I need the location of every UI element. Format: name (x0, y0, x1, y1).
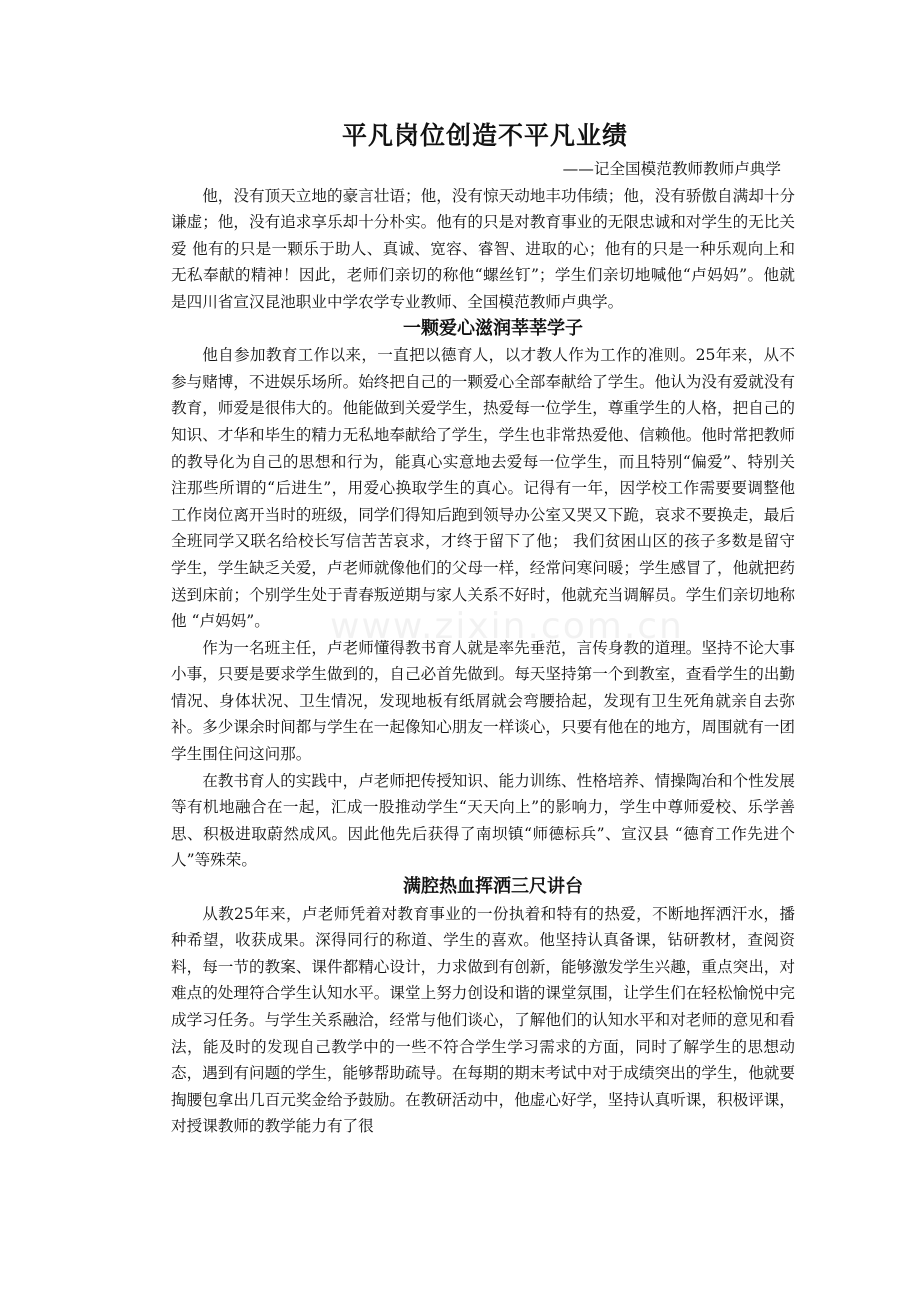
document-title: 平凡岗位创造不平凡业绩 (341, 121, 628, 150)
section1-paragraph-2: 作为一名班主任，卢老师懂得教书育人就是率先垂范，言传身教的道理。坚持不论大事小事，只要是要求学生做到的，自己必首先做到。每天坚持第一个到教室，查看学生的出勤情况、身体状况、卫生情况，发现地板有纸屑就会弯腰拾起，发现有卫生死角就亲自去弥补。多少课余时间都与学生在一起像知心朋友一样谈心，只要有他在的地方，周围就有一团学生围住问这问那。 (171, 638, 795, 764)
section-heading-1: 一颗爱心滋润莘莘学子 (403, 317, 583, 339)
document-page (171, 116, 795, 1140)
intro-paragraph: 他，没有顶天立地的豪言壮语；他，没有惊天动地丰功伟绩；他，没有骄傲自满却十分谦虚；他，没有追求享乐却十分朴实。他有的只是对教育事业的无限忠诚和对学生的无比关爱 他有的只是一颗乐于助人、真诚、宽容、睿智、进取的心；他有的只是一种乐观向上和无私奉献的精神！因此，老师们亲切的称他“螺丝钉”；学生们亲切地喊他“卢妈妈”。他就是四川省宣汉昆池职业中学农学专业教师、全国模范教师卢典学。 (171, 186, 795, 311)
section1-paragraph-3: 在教书育人的实践中，卢老师把传授知识、能力训练、性格培养、情操陶冶和个性发展等有机地融合在一起，汇成一股推动学生“天天向上”的影响力，学生中尊师爱校、乐学善思、积极进取蔚然成风。因此他先后获得了南坝镇“师德标兵”、宣汉县 “德育工作先进个人”等殊荣。 (171, 771, 795, 870)
section2-paragraph-1: 从教25年来，卢老师凭着对教育事业的一份执着和特有的热爱，不断地挥洒汗水，播种希望，收获成果。深得同行的称道、学生的喜欢。他坚持认真备课，钻研教材，查阅资料，每一节的教案、课件都精心设计，力求做到有创新，能够激发学生兴趣，重点突出，对难点的处理符合学生认知水平。课堂上努力创设和谐的课堂氛围，让学生们在轻松愉悦中完成学习任务。与学生关系融洽，经常与他们谈心，了解他们的认知水平和对老师的意见和看法，能及时的发现自己教学中的一些不符合学生学习需求的方面，同时了解学生的思想动态，遇到有问题的学生，能够帮助疏导。在每期的期末考试中对于成绩突出的学生，他就要掏腰包拿出几百元奖金给予鼓励。在教研活动中，他虚心好学，坚持认真听课，积极评课，对授课教师的教学能力有了很 (171, 904, 795, 1136)
watermark: www.zixin.com.cn (330, 606, 684, 647)
section-heading-2: 满腔热血挥洒三尺讲台 (403, 876, 583, 898)
section1-paragraph-1: 他自参加教育工作以来，一直把以德育人，以才教人作为工作的准则。25年来，从不参与赌博，不进娱乐场所。始终把自己的一颗爱心全部奉献给了学生。他认为没有爱就没有教育，师爱是很伟大的。他能做到关爱学生，热爱每一位学生，尊重学生的人格，把自己的知识、才华和毕生的精力无私地奉献给了学生，学生也非常热爱他、信赖他。他时常把教师的教导化为自己的思想和行为，能真心实意地去爱每一位学生，而且特别“偏爱”、特别关注那些所谓的“后进生”，用爱心换取学生的真心。记得有一年，因学校工作需要要调整他工作岗位离开当时的班级，同学们得知后跑到领导办公室又哭又下跪，哀求不要换走，最后全班同学又联名给校长写信苦苦哀求，才终于留下了他； 我们贫困山区的孩子多数是留守学生，学生缺乏关爱，卢老师就像他们的父母一样，经常问寒问暖；学生感冒了，他就把药送到床前；个别学生处于青春叛逆期与家人关系不好时，他就充当调解员。学生们亲切地称他 “卢妈妈”。 (171, 346, 795, 631)
document-byline: ——记全国模范教师教师卢典学 (562, 160, 781, 178)
